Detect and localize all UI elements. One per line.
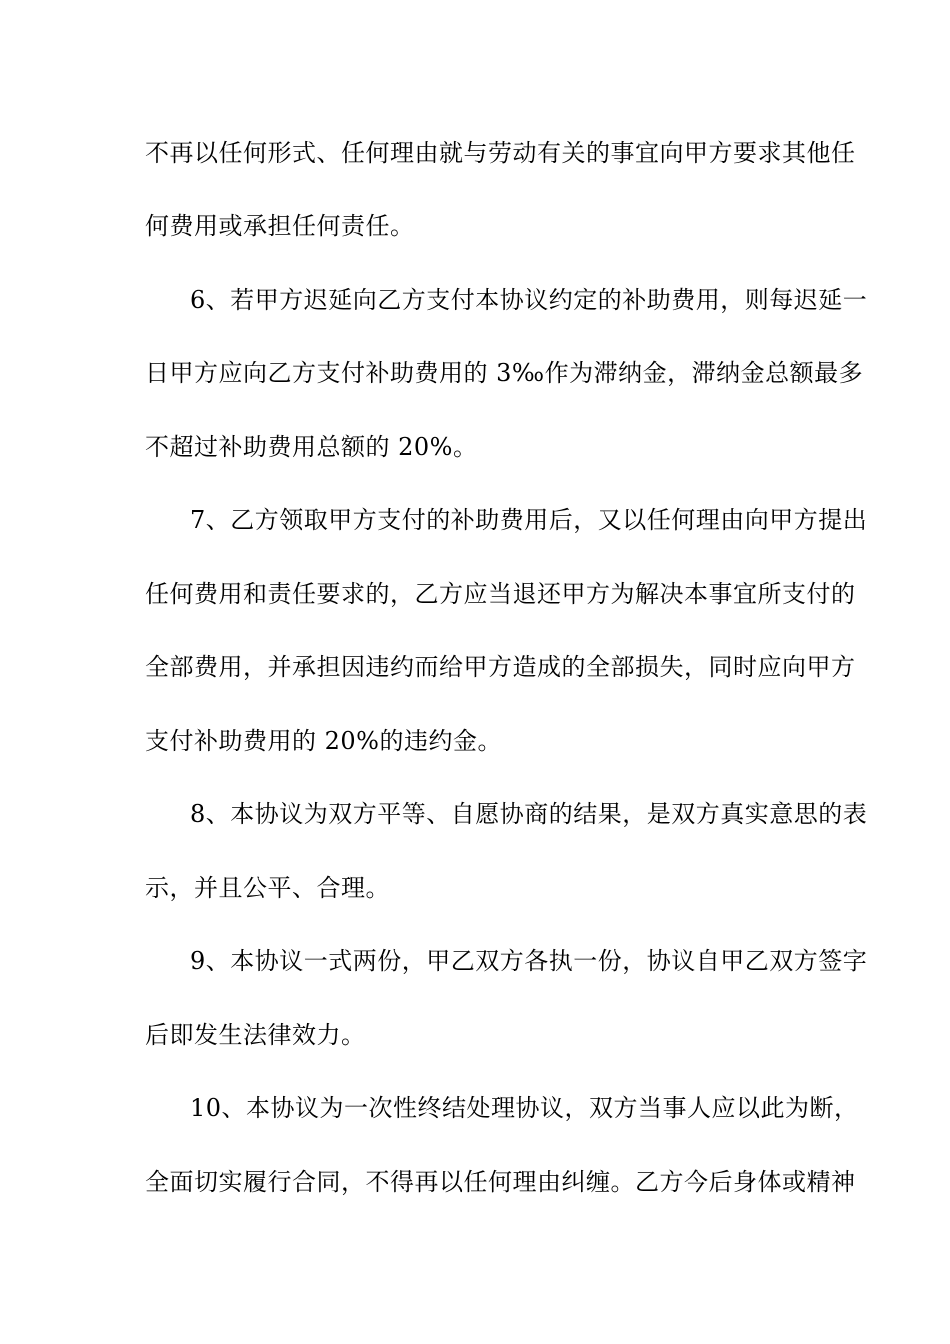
text-line: 全部费用，并承担因违约而给甲方造成的全部损失，同时应向甲方: [145, 653, 856, 681]
text-line: 日甲方应向乙方支付补助费用的 3‰作为滞纳金，滞纳金总额最多: [145, 359, 864, 387]
text-line: 支付补助费用的 20%的违约金。: [145, 727, 502, 755]
text-line: 不超过补助费用总额的 20%。: [145, 433, 478, 461]
clause-9-line: 9、本协议一式两份，甲乙双方各执一份，协议自甲乙双方签字: [190, 947, 868, 975]
clause-8-line: 8、本协议为双方平等、自愿协商的结果，是双方真实意思的表: [190, 800, 868, 828]
text-line: 何费用或承担任何责任。: [145, 212, 415, 240]
text-line: 示，并且公平、合理。: [145, 874, 390, 902]
text-line: 任何费用和责任要求的，乙方应当退还甲方为解决本事宜所支付的: [145, 580, 856, 608]
text-line: 后即发生法律效力。: [145, 1021, 366, 1049]
clause-6-line: 6、若甲方迟延向乙方支付本协议约定的补助费用，则每迟延一: [190, 286, 868, 314]
text-line: 全面切实履行合同，不得再以任何理由纠缠。乙方今后身体或精神: [145, 1168, 856, 1196]
clause-10-line: 10、本协议为一次性终结处理协议，双方当事人应以此为断，: [190, 1094, 859, 1122]
text-line: 不再以任何形式、任何理由就与劳动有关的事宜向甲方要求其他任: [145, 139, 856, 167]
clause-7-line: 7、乙方领取甲方支付的补助费用后，又以任何理由向甲方提出: [190, 506, 868, 534]
